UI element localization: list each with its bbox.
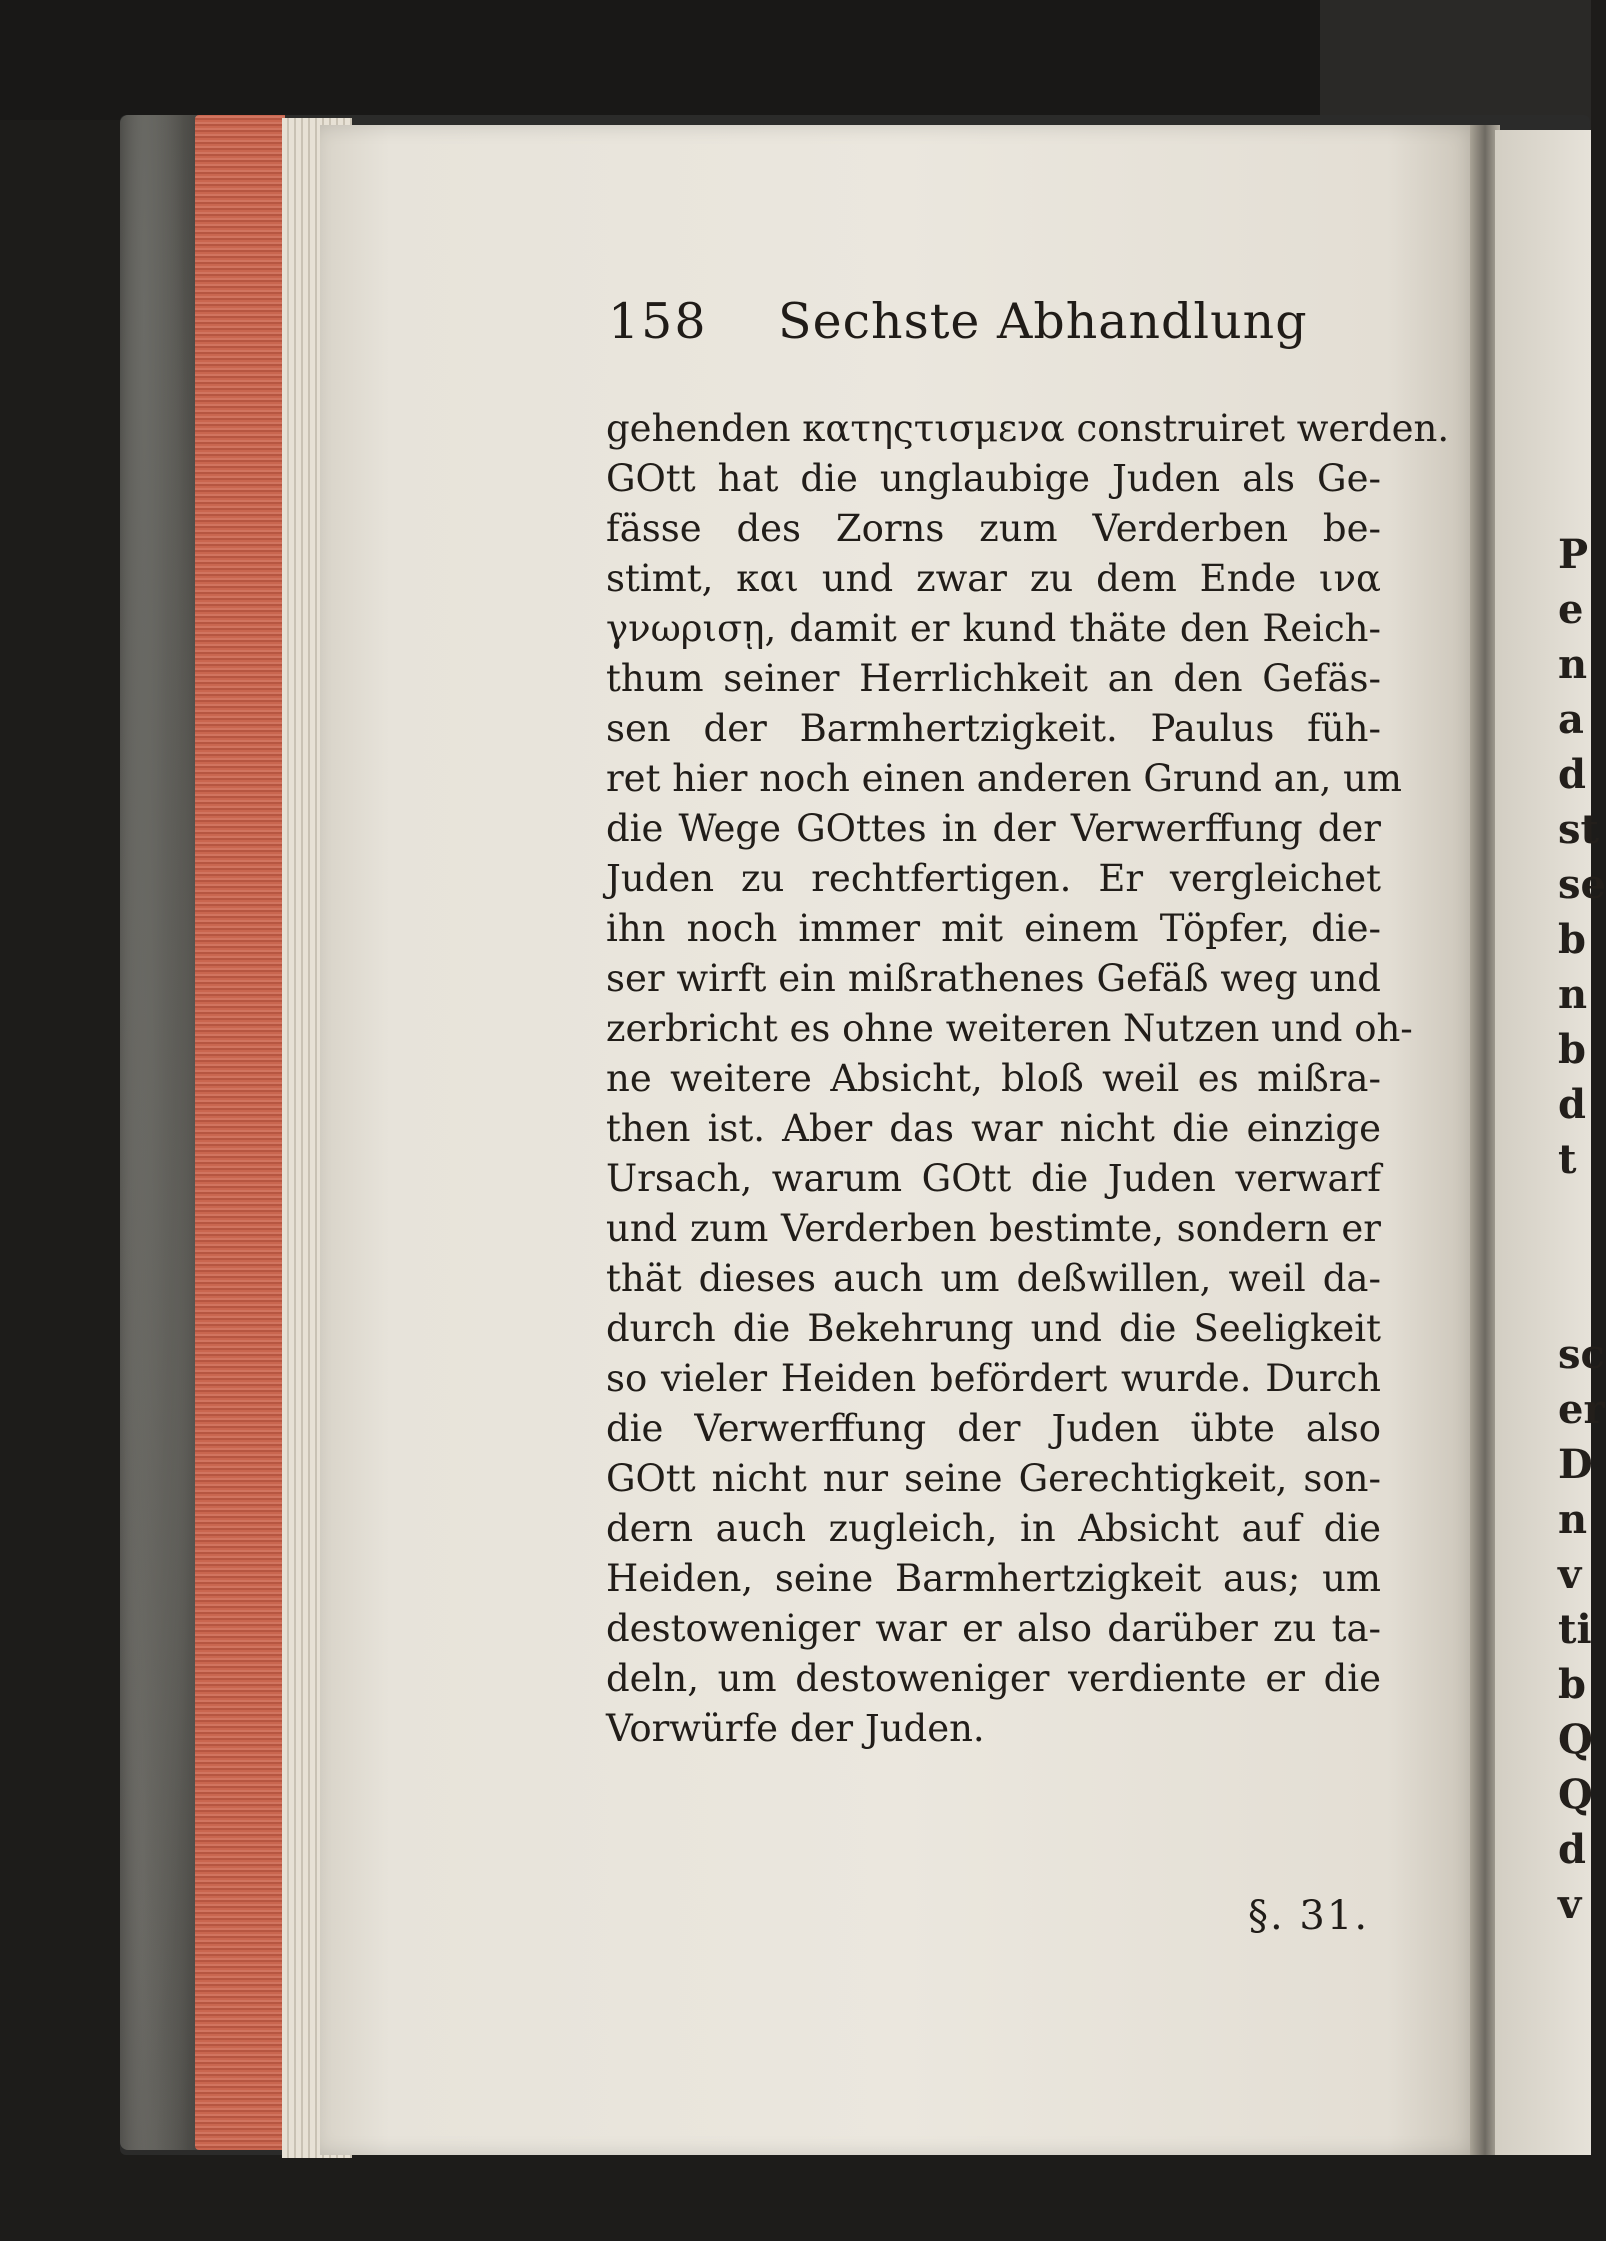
page-header [608,293,1383,349]
text-line: gehenden κατηςτισμενα construiret werden. [606,407,1450,450]
marbled-binding [120,115,200,2150]
text-line: Vorwürfe der Juden. [606,1707,985,1750]
right-page-fragment: Q [1558,1771,1593,1818]
background-right [1320,0,1591,130]
right-page-fragment: sc [1558,1331,1605,1378]
red-page-edge [195,115,285,2150]
text-line: die Verwerffung der Juden übte also [606,1407,1381,1450]
text-line: ne weitere Absicht, bloß weil es mißra- [606,1057,1381,1100]
text-line: dern auch zugleich, in Absicht auf die [606,1507,1381,1550]
right-page-fragment: e [1558,586,1584,633]
text-line: thät dieses auch um deßwillen, weil da- [606,1257,1381,1300]
right-page-fragment: n [1558,641,1588,688]
page-number: 158 [608,293,708,350]
text-line: destoweniger war er also darüber zu ta- [606,1607,1381,1650]
text-line: Juden zu rechtfertigen. Er vergleichet [606,857,1381,900]
text-line: fässe des Zorns zum Verderben be- [606,507,1381,550]
text-line: die Wege GOttes in der Verwerffung der [606,807,1381,850]
right-page-fragment: v [1558,1881,1582,1928]
right-page-fragment: d [1558,1826,1586,1873]
right-page-fragment: b [1558,916,1586,963]
text-line: Ursach, warum GOtt die Juden verwarf [606,1157,1381,1200]
right-page-fragment: b [1558,1026,1586,1073]
text-line: und zum Verderben bestimte, sondern er [606,1207,1381,1250]
right-page-fragment: P [1558,531,1589,578]
right-page-fragment: t [1558,1136,1577,1183]
right-page-fragment: a [1558,696,1584,743]
text-line: ihn noch immer mit einem Töpfer, die- [606,907,1381,950]
text-line: so vieler Heiden befördert wurde. Durch [606,1357,1381,1400]
right-page-fragment: ti [1558,1606,1592,1653]
right-page-fragment: d [1558,751,1586,798]
text-line: stimt, και und zwar zu dem Ende ινα [606,557,1381,600]
text-line: thum seiner Herrlichkeit an den Gefäs- [606,657,1381,700]
text-line: zerbricht es ohne weiteren Nutzen und oh- [606,1007,1413,1050]
text-line: GOtt hat die unglaubige Juden als Ge- [606,457,1381,500]
right-page-fragment: n [1558,1496,1588,1543]
catchword: §. 31. [1248,1893,1370,1939]
right-page-fragment: d [1558,1081,1586,1128]
text-line: Heiden, seine Barmhertzigkeit aus; um [606,1557,1381,1600]
right-page-fragment: b [1558,1661,1586,1708]
text-line: γνωρισῃ, damit er kund thäte den Reich- [606,607,1381,650]
text-line: sen der Barmhertzigkeit. Paulus füh- [606,707,1381,750]
text-line: GOtt nicht nur seine Gerechtigkeit, son- [606,1457,1381,1500]
body-text [606,404,1450,1754]
right-page-fragment: Q [1558,1716,1593,1763]
text-line: deln, um destoweniger verdiente er die [606,1657,1381,1700]
right-page-fragment: st [1558,806,1599,853]
text-line: durch die Bekehrung und die Seeligkeit [606,1307,1381,1350]
right-page-fragment: v [1558,1551,1582,1598]
right-page-fragment: n [1558,971,1588,1018]
text-line: then ist. Aber das war nicht die einzige [606,1107,1381,1150]
right-page-fragment: D [1558,1441,1593,1488]
right-page-fragment: se [1558,861,1606,908]
right-page-fragment: er [1558,1386,1605,1433]
running-title: Sechste Abhandlung [778,293,1308,350]
text-line: ser wirft ein mißrathenes Gefäß weg und [606,957,1381,1000]
text-line: ret hier noch einen anderen Grund an, um [606,757,1403,800]
